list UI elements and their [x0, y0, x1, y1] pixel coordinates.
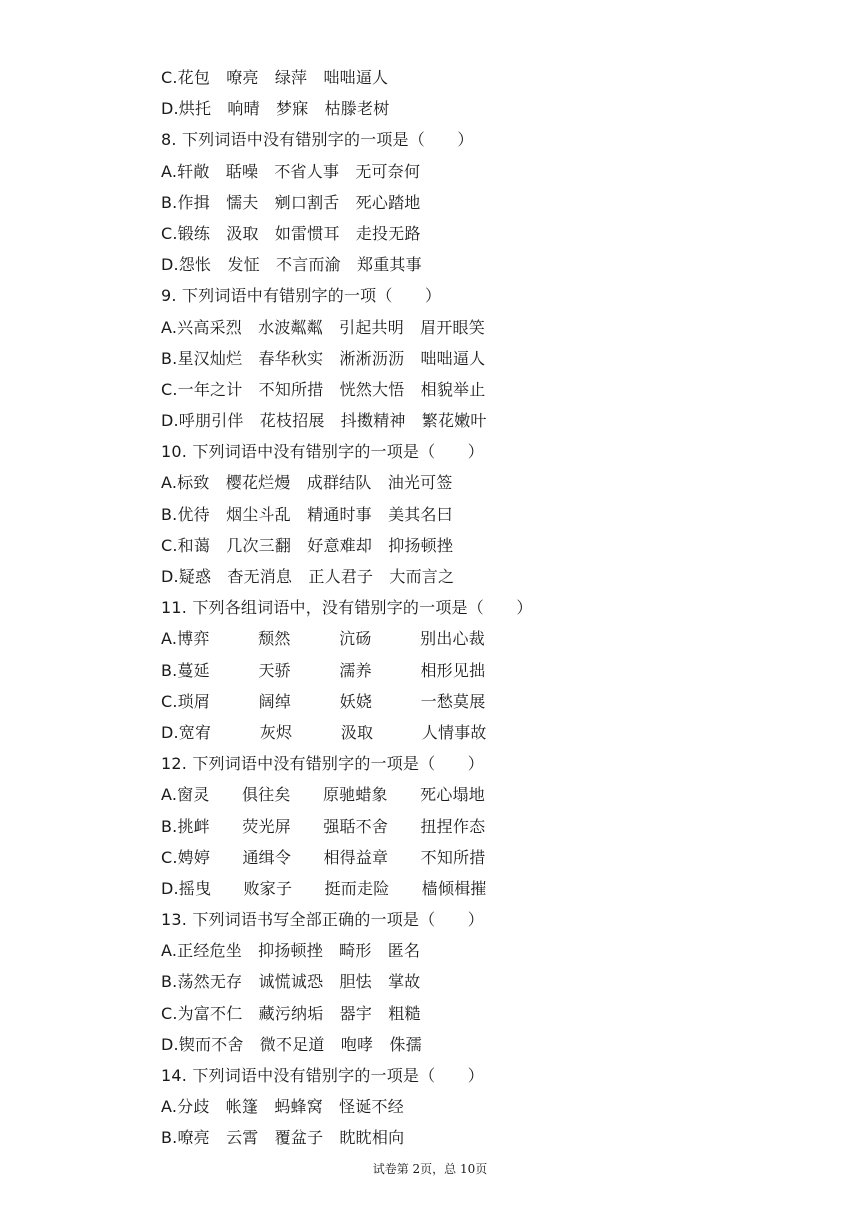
- question-stem: 12. 下列词语中没有错别字的一项是（ ）: [161, 754, 484, 774]
- answer-option: B.挑衅 荧光屏 强聒不舍 扭捏作态: [161, 816, 486, 836]
- answer-option: B.优待 烟尘斗乱 精通时事 美其名曰: [161, 504, 453, 524]
- answer-option: B.作揖 懦夫 剜口割舌 死心踏地: [161, 192, 421, 212]
- answer-option: A.轩敞 聒噪 不省人事 无可奈何: [161, 161, 421, 181]
- question-stem: 10. 下列词语中没有错别字的一项是（ ）: [161, 442, 484, 462]
- answer-option: D.疑惑 杳无消息 正人君子 大而言之: [161, 567, 455, 586]
- question-stem: 14. 下列词语中没有错别字的一项是（ ）: [161, 1066, 484, 1085]
- answer-option: D.宽宥 灰烬 汲取 人情事故: [161, 722, 487, 742]
- answer-option: A.兴高采烈 水波粼粼 引起共明 眉开眼笑: [161, 317, 485, 337]
- answer-option: C.花包 嘹亮 绿萍 咄咄逼人: [161, 68, 389, 87]
- question-stem: 11. 下列各组词语中，没有错别字的一项是（ ）: [161, 598, 533, 618]
- question-stem: 9. 下列词语中有错别字的一项（ ）: [161, 286, 442, 306]
- answer-option: C.为富不仁 藏污纳垢 器宇 粗糙: [161, 1003, 421, 1023]
- answer-option: A.窗灵 俱往矣 原驰蜡象 死心塌地: [161, 785, 485, 805]
- answer-option: D.烘托 响晴 梦寐 枯滕老树: [161, 99, 390, 119]
- answer-option: B.星汉灿烂 春华秋实 淅淅沥沥 咄咄逼人: [161, 348, 486, 368]
- answer-option: B.嘹亮 云霄 覆盆子 眈眈相向: [161, 1128, 405, 1148]
- answer-option: B.荡然无存 诚慌诚恐 胆怯 掌故: [161, 972, 421, 992]
- answer-option: C.和蔼 几次三翻 好意难却 抑扬顿挫: [161, 535, 454, 555]
- answer-option: A.正经危坐 抑扬顿挫 畸形 匿名: [161, 941, 421, 961]
- answer-option: B.蔓延 天骄 濡养 相形见拙: [161, 660, 486, 680]
- question-text-block: [161, 62, 801, 1154]
- question-stem: 8. 下列词语中没有错别字的一项是（ ）: [161, 130, 474, 150]
- answer-option: C.一年之计 不知所措 恍然大悟 相貌举止: [161, 379, 486, 399]
- answer-option: D.摇曳 败家子 挺而走险 樯倾楫摧: [161, 878, 487, 898]
- answer-option: C.锻练 汲取 如雷惯耳 走投无路: [161, 223, 421, 243]
- answer-option: D.锲而不舍 微不足道 咆哮 侏孺: [161, 1034, 422, 1054]
- answer-option: A.分歧 帐篷 蚂蜂窝 怪诞不经: [161, 1097, 404, 1117]
- question-stem: 13. 下列词语书写全部正确的一项是（ ）: [161, 910, 484, 930]
- answer-option: A.博弈 颓然 沆砀 别出心裁: [161, 629, 485, 649]
- answer-option: D.呼朋引伴 花枝招展 抖擞精神 繁花嫩叶: [161, 411, 487, 431]
- answer-option: D.怨怅 发怔 不言而渝 郑重其事: [161, 255, 422, 275]
- page-footer: 试卷第 2页，总 10页: [372, 1162, 488, 1176]
- answer-option: A.标致 樱花烂熳 成群结队 油光可签: [161, 473, 453, 493]
- answer-option: C.娉婷 通缉令 相得益章 不知所措: [161, 847, 486, 867]
- answer-option: C.琐屑 阔绰 妖娆 一愁莫展: [161, 691, 486, 711]
